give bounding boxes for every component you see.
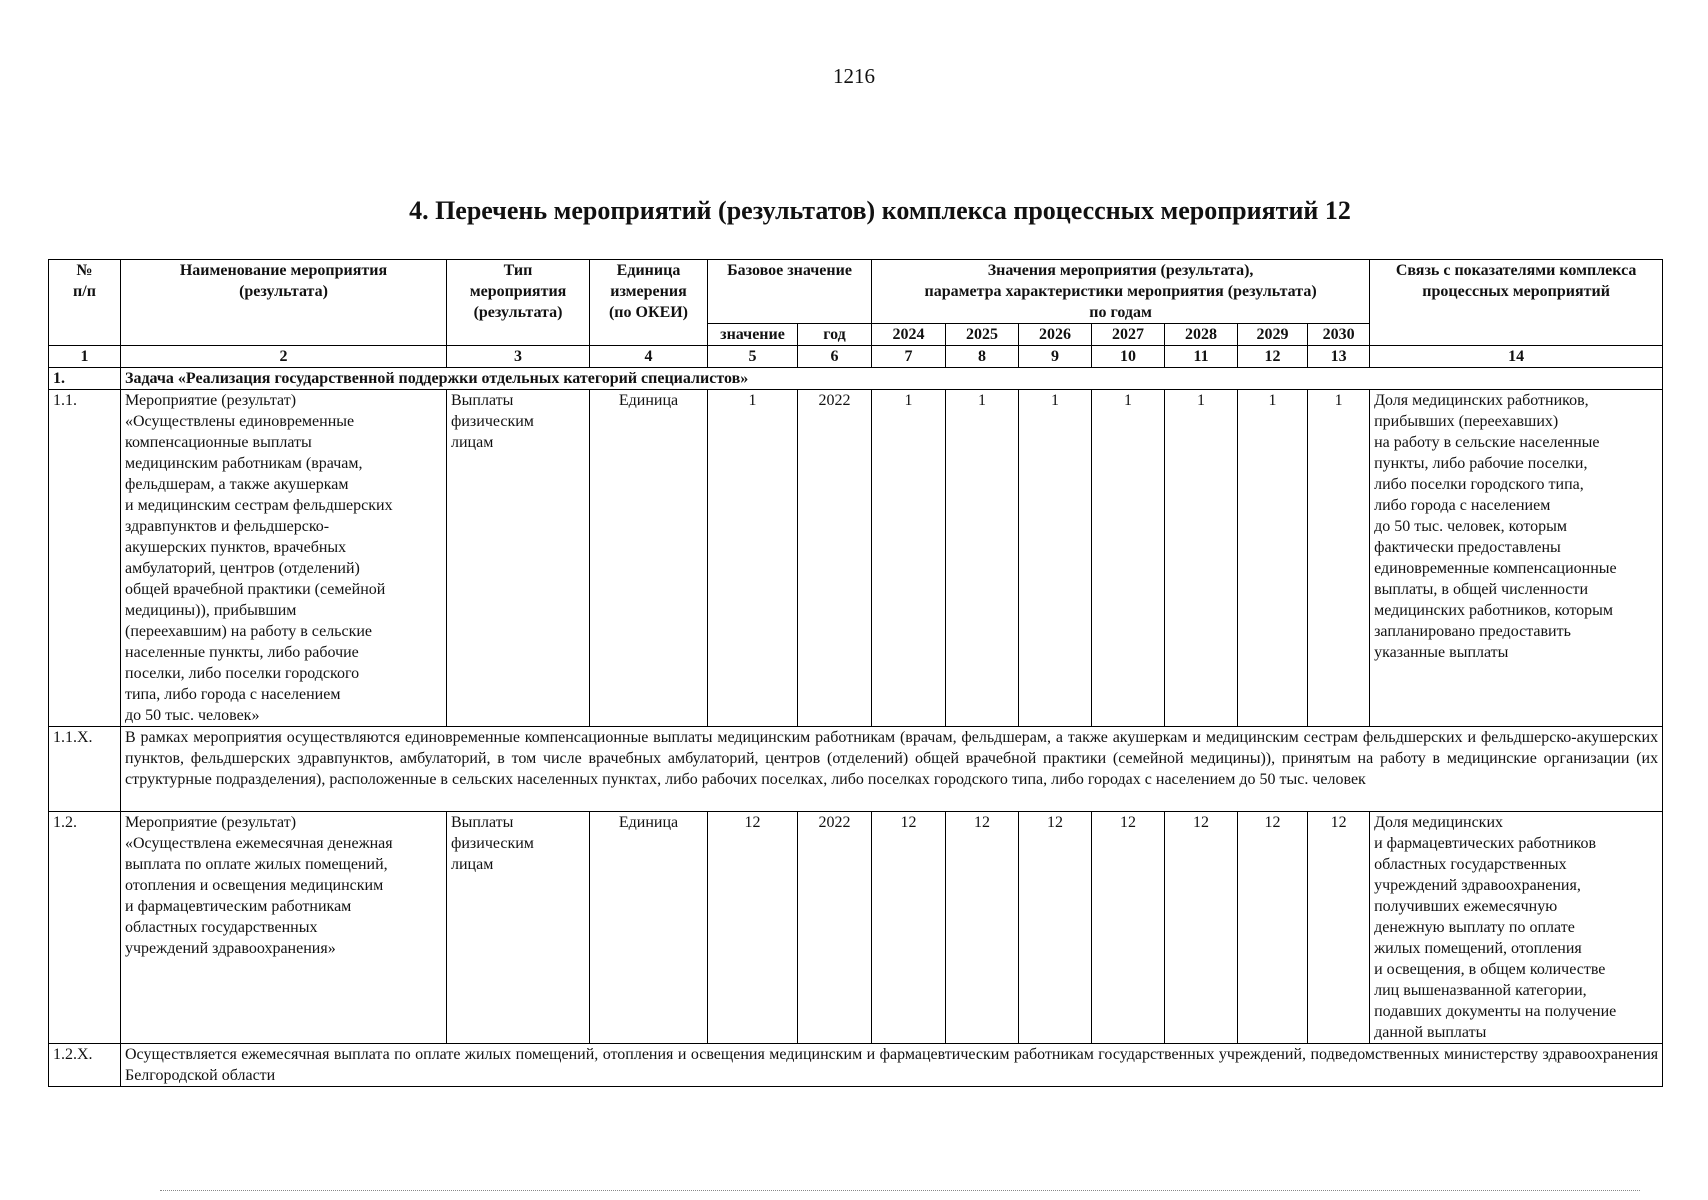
header-link: Связь с показателями комплекса процессных мероприятий <box>1370 260 1663 346</box>
task-num: 1. <box>49 368 121 390</box>
table-row <box>49 812 1663 1044</box>
task-row <box>49 368 1663 390</box>
measure-type: Выплаты физическим лицам <box>447 812 590 1044</box>
column-number: 6 <box>798 346 872 368</box>
year-value: 12 <box>1238 812 1308 1044</box>
header-year: 2029 <box>1238 324 1308 346</box>
year-value: 1 <box>1019 390 1092 727</box>
column-number: 2 <box>121 346 447 368</box>
column-number: 12 <box>1238 346 1308 368</box>
measure-name: Мероприятие (результат) «Осуществлены единовременные компенсационные выплаты медицинским работникам (врачам, фельдшерам, а также акушеркам и медицинским сестрам фельдшерских здравпунктов и фельдшерско- акушерских пунктов, врачебных амбулаторий, центров (отделений) общей врачебной практики (семейной медицины)), прибывшим (переехавшим) на работу в сельские населенные пункты, либо рабочие поселки, либо поселки городского типа, либо города с населением до 50 тыс. человек» <box>121 390 447 727</box>
task-text: Задача «Реализация государственной поддержки отдельных категорий специалистов» <box>121 368 1663 390</box>
header-year: 2028 <box>1165 324 1238 346</box>
column-number: 10 <box>1092 346 1165 368</box>
header-base-value: значение <box>708 324 798 346</box>
table-row <box>49 390 1663 727</box>
column-number: 7 <box>872 346 946 368</box>
year-value: 12 <box>872 812 946 1044</box>
measure-type: Выплаты физическим лицам <box>447 390 590 727</box>
row-num: 1.2.X. <box>49 1044 121 1087</box>
year-value: 12 <box>1092 812 1165 1044</box>
measure-description: В рамках мероприятия осуществляются единовременные компенсационные выплаты медицинским работникам (врачам, фельдшерам, а также акушеркам и медицинским сестрам фельдшерских и фельдшерско-акушерских пунктов, фельдшерских здравпунктов, амбулаторий, в том числе врачебных амбулаторий, центров (отделений) общей врачебной практики (семейной медицины)), принятым на работу в медицинские организации (их структурные подразделения), расположенные в сельских населенных пунктах, либо рабочих поселках, либо поселках городского типа, либо городах с населением до 50 тыс. человек <box>121 727 1663 812</box>
header-type: Тип мероприятия (результата) <box>447 260 590 346</box>
year-value: 12 <box>946 812 1019 1044</box>
measure-unit: Единица <box>590 390 708 727</box>
column-number: 4 <box>590 346 708 368</box>
base-year: 2022 <box>798 812 872 1044</box>
column-number: 13 <box>1308 346 1370 368</box>
year-value: 1 <box>1092 390 1165 727</box>
header-unit: Единица измерения (по ОКЕИ) <box>590 260 708 346</box>
header-num: № п/п <box>49 260 121 346</box>
row-num: 1.1.X. <box>49 727 121 812</box>
row-num: 1.1. <box>49 390 121 727</box>
column-number: 8 <box>946 346 1019 368</box>
year-value: 1 <box>872 390 946 727</box>
column-number: 1 <box>49 346 121 368</box>
measure-name: Мероприятие (результат) «Осуществлена ежемесячная денежная выплата по оплате жилых помещений, отопления и освещения медицинским и фармацевтическим работникам областных государственных учреждений здравоохранения» <box>121 812 447 1044</box>
row-num: 1.2. <box>49 812 121 1044</box>
table-row <box>49 1044 1663 1087</box>
column-number: 9 <box>1019 346 1092 368</box>
year-value: 12 <box>1308 812 1370 1044</box>
measure-description: Осуществляется ежемесячная выплата по оплате жилых помещений, отопления и освещения медицинским и фармацевтическим работникам государственных учреждений, подведомственных министерству здравоохранения Белгородской области <box>121 1044 1663 1087</box>
indicator-link: Доля медицинских и фармацевтических работников областных государственных учреждений здравоохранения, получивших ежемесячную денежную выплату по оплате жилых помещений, отопления и освещения, в общем количестве лиц вышеназванной категории, подавших документы на получение данной выплаты <box>1370 812 1663 1044</box>
table-row <box>49 727 1663 812</box>
base-value: 1 <box>708 390 798 727</box>
scan-artifact-line <box>160 1190 1640 1193</box>
column-number-row <box>49 346 1663 368</box>
header-base: Базовое значение <box>708 260 872 324</box>
base-year: 2022 <box>798 390 872 727</box>
year-value: 12 <box>1019 812 1092 1044</box>
header-year: 2030 <box>1308 324 1370 346</box>
base-value: 12 <box>708 812 798 1044</box>
column-number: 5 <box>708 346 798 368</box>
page-title: 4. Перечень мероприятий (результатов) комплекса процессных мероприятий 12 <box>409 196 1351 225</box>
indicator-link: Доля медицинских работников, прибывших (переехавших) на работу в сельские населенные пункты, либо рабочие поселки, либо поселки городского типа, либо города с населением до 50 тыс. человек, которым фактически предоставлены единовременные компенсационные выплаты, в общей численности медицинских работников, которым запланировано предоставить указанные выплаты <box>1370 390 1663 727</box>
header-year: 2026 <box>1019 324 1092 346</box>
column-number: 14 <box>1370 346 1663 368</box>
header-values-by-year: Значения мероприятия (результата), параметра характеристики мероприятия (результата) по годам <box>872 260 1370 324</box>
header-year: 2027 <box>1092 324 1165 346</box>
year-value: 1 <box>1165 390 1238 727</box>
header-year: 2025 <box>946 324 1019 346</box>
column-number: 11 <box>1165 346 1238 368</box>
year-value: 12 <box>1165 812 1238 1044</box>
page-number: 1216 <box>833 64 875 88</box>
year-value: 1 <box>1308 390 1370 727</box>
measures-table <box>48 259 1663 1087</box>
header-name: Наименование мероприятия (результата) <box>121 260 447 346</box>
header-base-year: год <box>798 324 872 346</box>
header-year: 2024 <box>872 324 946 346</box>
measure-unit: Единица <box>590 812 708 1044</box>
year-value: 1 <box>1238 390 1308 727</box>
year-value: 1 <box>946 390 1019 727</box>
column-number: 3 <box>447 346 590 368</box>
